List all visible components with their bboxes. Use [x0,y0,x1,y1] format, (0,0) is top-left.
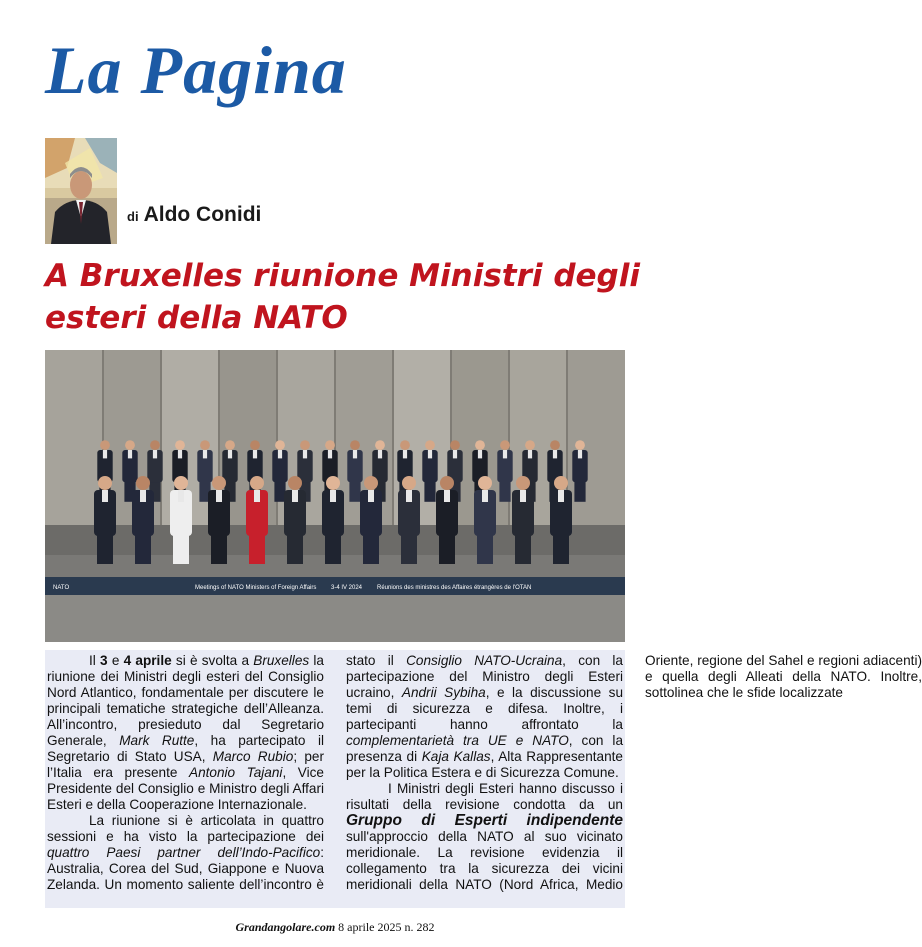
page-footer [0,920,670,935]
byline-prefix: di [127,209,139,224]
masthead-title: La Pagina [45,32,347,108]
footer-site: Grandangolare.com [235,920,336,934]
footer-issue: 8 aprile 2025 n. 282 [338,920,435,934]
article-body [45,650,922,908]
article-headline: A Bruxelles riunione Ministri degli esteri della NATO [45,258,640,336]
paragraph: La riunione si è articolata in quattro sessioni e ha visto la partecipazione dei quattro Paesi partner dell’Indo-Pacifico: Australia, Corea del Sud, Giappone e Nuova Zelanda. Un momento saliente dell’incontro è stato il Consiglio NATO-Ucraina, con la partecipazione del Ministro degli Esteri ucraino, Andrii Sybiha, e la discussione su temi di sicurezza e difesa. Inoltre, i partecipanti hanno affrontato la complementarietà tra UE e NATO, con la presenza di Kaja Kallas, Alta Rappresentante per la Politica Estera e di Sicurezza Comune. [47,653,624,892]
photo-banner [45,577,625,595]
paragraph: Il 3 e 4 aprile si è svolta a Bruxelles la riunione dei Ministri degli esteri del Consiglio Nord Atlantico, fondamentale per discutere le principali tematiche strategiche dell’Alleanza. All’incontro, presieduto dal Segretario Generale, Mark Rutte, ha partecipato il Segretario di Stato USA, Marco Rubio; per l’Italia era presente Antonio Tajani, Vice Presidente del Consiglio e Ministro degli Affari Esteri e della Cooperazione Internazionale. [47,653,325,812]
banner-date: 3-4 IV 2024 [331,585,363,591]
banner-title: Meetings of NATO Ministers of Foreign Affairs [195,585,317,591]
group-photo [45,350,625,642]
banner-french: Réunions des ministres des Affaires étrangères de l'OTAN [377,585,532,591]
author-name: Aldo Conidi [143,203,262,226]
byline [127,203,261,227]
banner-logo: NATO [53,585,70,591]
paragraph: I Ministri degli Esteri hanno discusso i risultati della revisione condotta da un Gruppo di Esperti indipendente sull'approccio della NATO al suo vicinato meridionale. La revisione evidenzia il collegamento tra la sicurezza dei vicini meridionali della NATO (Nord Africa, Medio Oriente, regione del Sahel e regioni adiacenti) e quella degli Alleati della NATO. Inoltre, sottolinea che le sfide localizzate [346,653,922,892]
author-portrait [45,138,117,244]
